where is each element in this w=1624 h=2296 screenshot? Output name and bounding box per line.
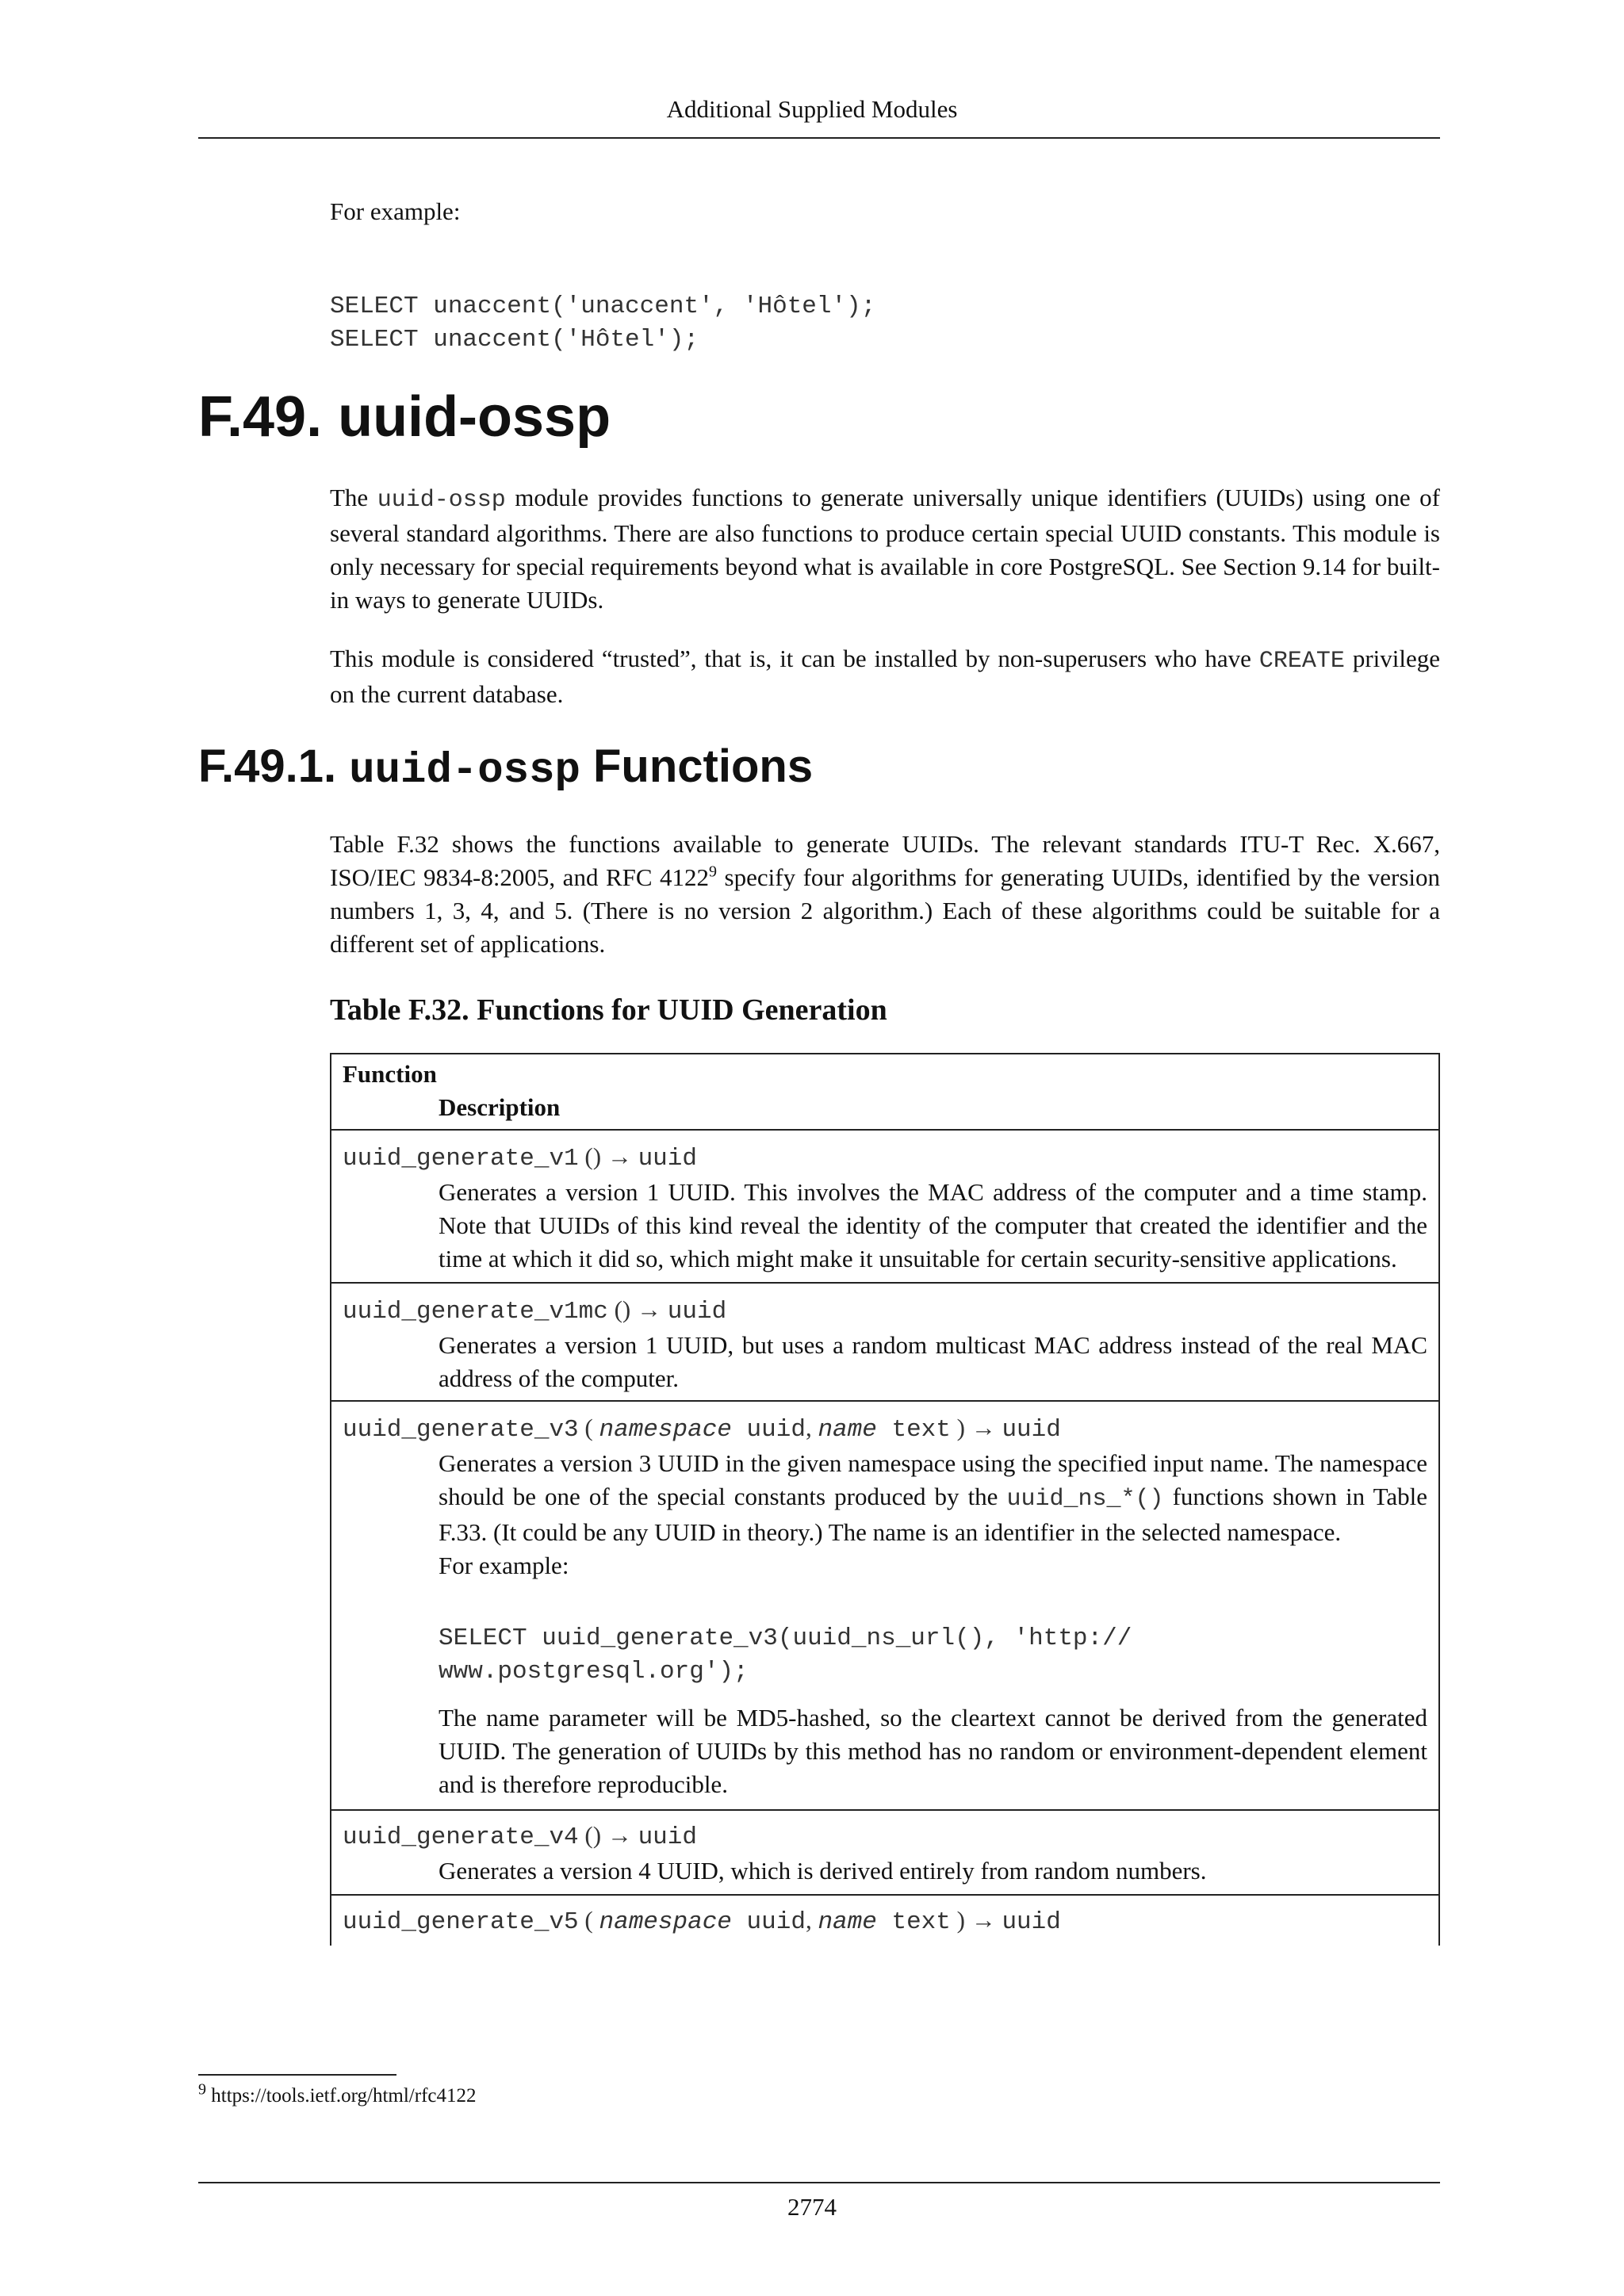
function-signature: uuid_generate_v4 () → uuid: [343, 1821, 697, 1851]
function-signature: uuid_generate_v3 ( namespace uuid, name text ) → uuid: [343, 1414, 1061, 1444]
running-header: Additional Supplied Modules: [666, 95, 958, 123]
subsection-paragraph: Table F.32 shows the functions available to generate UUIDs. The relevant standards ITU-T Rec. X.667, ISO/IEC 9834-8:2005, and RFC 4122$^9$ specify four algorithms for generating UUIDs, identified by the version numbers 1, 3, 4, and 5. (There is no version 2 algorithm.) Each of these algorithms could be suitable for a different set of applications.: [330, 830, 1440, 958]
function-signature: uuid_generate_v1mc () → uuid: [343, 1295, 727, 1326]
example-label: For example:: [439, 1552, 569, 1579]
footer-rule: [198, 2182, 1440, 2183]
table-row: [331, 1810, 1439, 1895]
intro-code-line-2: SELECT unaccent('Hôtel');: [330, 326, 699, 354]
footnote-ref[interactable]: 9: [709, 863, 718, 881]
subsection-title: F.49.1. uuid-ossp Functions: [198, 740, 814, 795]
module-name-code: uuid-ossp: [377, 487, 506, 514]
section-paragraph-2: This module is considered “trusted”, that is, it can be installed by non-superusers who have CREATE privilege on the current database.: [330, 645, 1440, 708]
table-row: [331, 1401, 1439, 1810]
function-description: Generates a version 4 UUID, which is derived entirely from random numbers.: [439, 1857, 1207, 1885]
functions-table: [330, 1053, 1440, 1946]
footnote: $^9$ https://tools.ietf.org/html/rfc4122: [198, 2080, 477, 2107]
function-signature: uuid_generate_v1 () → uuid: [343, 1142, 697, 1173]
example-code: SELECT uuid_generate_v3(uuid_ns_url(), 'http:// www.postgresql.org');: [439, 1624, 1132, 1686]
section-title: F.49. uuid-ossp: [198, 385, 611, 449]
table-caption: Table F.32. Functions for UUID Generation: [330, 993, 887, 1027]
table-header-row: [331, 1054, 1439, 1130]
create-code: CREATE: [1258, 648, 1345, 675]
function-signature: uuid_generate_v5 ( namespace uuid, name text ) → uuid: [343, 1906, 1061, 1936]
header-rule: [198, 137, 1440, 139]
table-row: [331, 1130, 1439, 1283]
intro-code-line-1: SELECT unaccent('unaccent', 'Hôtel');: [330, 293, 876, 320]
footnote-link[interactable]: https://tools.ietf.org/html/rfc4122: [206, 2085, 477, 2107]
function-description: Generates a version 1 UUID, but uses a random multicast MAC address instead of the real MAC address of the computer.: [439, 1331, 1427, 1392]
table-row: [331, 1283, 1439, 1401]
section-paragraph-1: The uuid-ossp module provides functions to generate universally unique identifiers (UUIDs) using one of several standard algorithms. There are also functions to produce certain special UUID constants. This module is only necessary for special requirements beyond what is available in core PostgreSQL. See Section 9.14 for built-in ways to generate UUIDs.: [330, 484, 1441, 614]
function-description: Generates a version 1 UUID. This involves the MAC address of the computer and a time stamp. Note that UUIDs of this kind reveal the identity of the computer that created the identifier and the time at which it did so, which might make it unsuitable for certain security-sensitive applications.: [439, 1178, 1427, 1272]
footnote-rule: [198, 2074, 396, 2076]
page-number: 2774: [787, 2193, 837, 2221]
table-row: [331, 1895, 1439, 1946]
example-code-wrapper: [343, 1622, 1427, 1689]
header-function: Function: [343, 1060, 437, 1088]
function-description: Generates a version 3 UUID in the given namespace using the specified input name. The namespace should be one of the special constants produced by the uuid_ns_*() functions shown in Table F.33. (It could be any UUID in theory.) The name is an identifier in the selected namespace.: [439, 1449, 1428, 1546]
intro-for-example: For example:: [330, 197, 461, 225]
function-description-continued: The name parameter will be MD5-hashed, so the cleartext cannot be derived from the generated UUID. The generation of UUIDs by this method has no random or environment-dependent element and is therefore reproducible.: [439, 1704, 1427, 1798]
header-description: Description: [439, 1093, 561, 1121]
